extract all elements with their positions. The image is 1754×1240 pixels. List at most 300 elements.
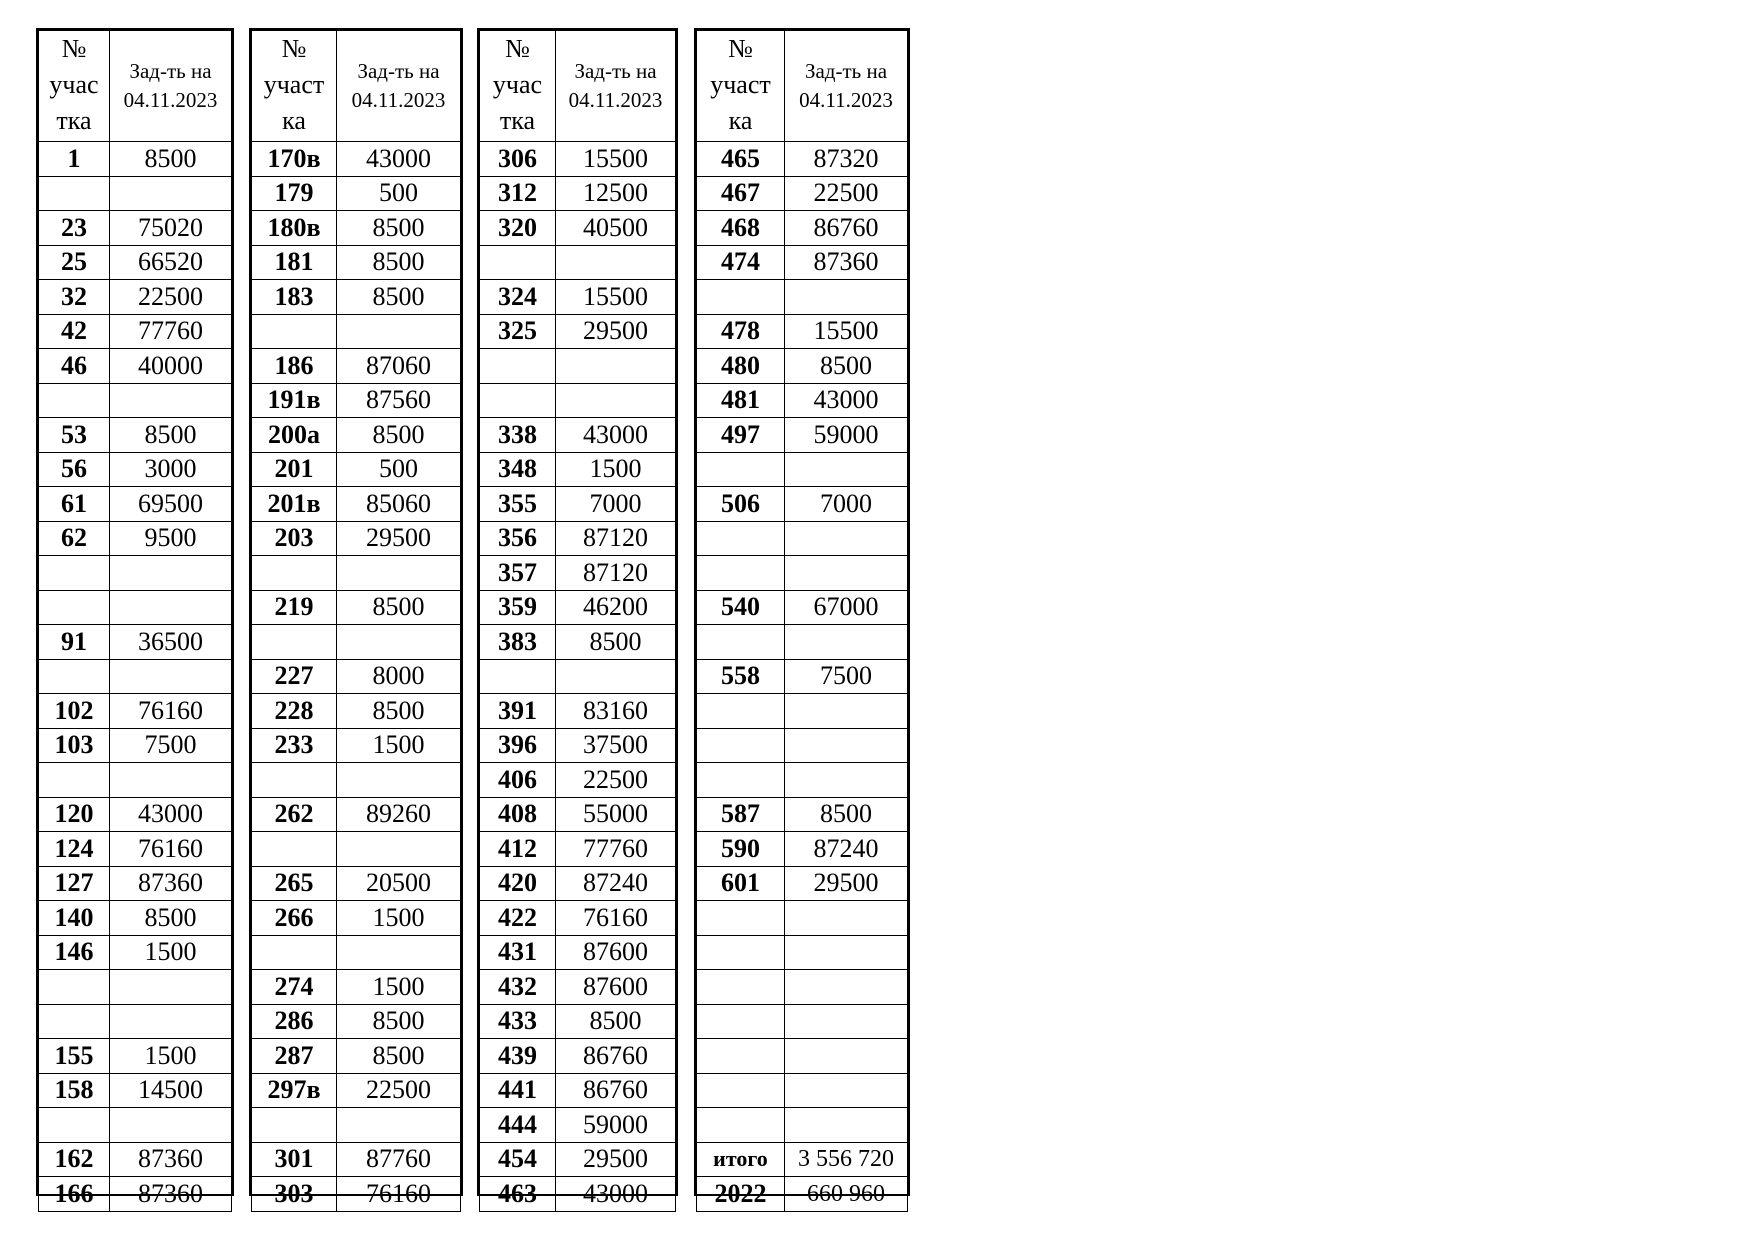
debt-amount-cell: 1500: [337, 728, 461, 763]
debt-amount-cell: 43000: [556, 1177, 676, 1212]
table-row: [697, 1004, 908, 1039]
plot-number-cell: 180в: [252, 211, 337, 246]
table-row: [697, 142, 908, 177]
table-header-row: [39, 31, 232, 142]
plot-number-cell: 420: [480, 866, 556, 901]
plot-number-cell: 158: [39, 1073, 110, 1108]
debt-amount-cell: 86760: [785, 211, 908, 246]
debt-amount-cell: 76160: [110, 832, 232, 867]
debt-amount-cell: 87360: [110, 866, 232, 901]
debt-header: Зад-ть на 04.11.2023: [785, 31, 908, 142]
plot-number-cell: 478: [697, 314, 785, 349]
table-row: [697, 556, 908, 591]
plot-number-cell: [697, 521, 785, 556]
debt-amount-cell: 87240: [556, 866, 676, 901]
table-row: [697, 659, 908, 694]
plot-number-cell: [697, 1039, 785, 1074]
debt-amount-cell: [785, 625, 908, 660]
debt-amount-cell: [785, 694, 908, 729]
debt-amount-cell: [785, 901, 908, 936]
plot-number-cell: 42: [39, 314, 110, 349]
plot-number-cell: 465: [697, 142, 785, 177]
debt-amount-cell: [110, 556, 232, 591]
plot-number-cell: [39, 659, 110, 694]
table-header-row: [252, 31, 461, 142]
table-row: [252, 625, 461, 660]
plot-number-cell: 357: [480, 556, 556, 591]
debt-amount-cell: 87320: [785, 142, 908, 177]
debt-amount-cell: [785, 1073, 908, 1108]
table-row: [480, 418, 676, 453]
table-row: [39, 487, 232, 522]
plot-number-cell: [252, 556, 337, 591]
table-row: [480, 556, 676, 591]
plot-number-cell: [252, 625, 337, 660]
table-row: [39, 1039, 232, 1074]
debt-amount-cell: 1500: [337, 901, 461, 936]
plot-number-cell: 306: [480, 142, 556, 177]
debt-amount-cell: 8500: [785, 349, 908, 384]
debt-table-4: [694, 28, 910, 1208]
plot-number-cell: 356: [480, 521, 556, 556]
table-row: [252, 970, 461, 1005]
debt-amount-cell: 67000: [785, 590, 908, 625]
table-row: [480, 383, 676, 418]
plot-number-cell: 103: [39, 728, 110, 763]
table-row: [39, 314, 232, 349]
debt-amount-cell: [337, 935, 461, 970]
table-row: [697, 1142, 908, 1177]
table-row: [252, 211, 461, 246]
plot-number-cell: 320: [480, 211, 556, 246]
plot-number-cell: [39, 590, 110, 625]
plot-number-cell: [39, 556, 110, 591]
table-row: [480, 659, 676, 694]
plot-number-cell: 120: [39, 797, 110, 832]
plot-number-cell: 558: [697, 659, 785, 694]
plot-number-cell: [697, 280, 785, 315]
debt-amount-cell: [785, 1004, 908, 1039]
plot-number-cell: 191в: [252, 383, 337, 418]
table-row: [252, 1004, 461, 1039]
table-row: [39, 694, 232, 729]
debt-amount-cell: [785, 1108, 908, 1143]
plot-number-cell: [697, 901, 785, 936]
debt-amount-cell: [110, 970, 232, 1005]
table-row: [697, 418, 908, 453]
plot-number-cell: 62: [39, 521, 110, 556]
debt-amount-cell: 59000: [785, 418, 908, 453]
debt-amount-cell: 3000: [110, 452, 232, 487]
plot-number-cell: 297в: [252, 1073, 337, 1108]
debt-amount-cell: 89260: [337, 797, 461, 832]
table-row: [252, 176, 461, 211]
debt-amount-cell: 29500: [337, 521, 461, 556]
table-row: [39, 763, 232, 798]
table-row: [697, 694, 908, 729]
plot-number-cell: итого: [697, 1142, 785, 1177]
table-row: [480, 176, 676, 211]
plot-number-cell: 127: [39, 866, 110, 901]
table-row: [697, 970, 908, 1005]
plot-number-cell: 56: [39, 452, 110, 487]
debt-amount-cell: 15500: [556, 142, 676, 177]
debt-header: Зад-ть на 04.11.2023: [337, 31, 461, 142]
plot-number-cell: 359: [480, 590, 556, 625]
table-row: [39, 280, 232, 315]
plot-number-cell: [39, 1004, 110, 1039]
debt-amount-cell: 43000: [337, 142, 461, 177]
table-row: [252, 1177, 461, 1212]
plot-number-cell: [697, 763, 785, 798]
debt-amount-cell: 8500: [337, 280, 461, 315]
plot-number-cell: 201в: [252, 487, 337, 522]
table-row: [39, 970, 232, 1005]
table-row: [480, 590, 676, 625]
table-row: [480, 763, 676, 798]
table-row: [252, 418, 461, 453]
plot-number-cell: 274: [252, 970, 337, 1005]
table-row: [480, 1039, 676, 1074]
debt-amount-cell: 8500: [110, 901, 232, 936]
table-row: [39, 176, 232, 211]
debt-amount-cell: [785, 763, 908, 798]
debt-amount-cell: [110, 763, 232, 798]
table-row: [480, 728, 676, 763]
plot-number-cell: [252, 832, 337, 867]
debt-amount-cell: 87600: [556, 970, 676, 1005]
debt-amount-cell: 8500: [337, 211, 461, 246]
debt-amount-cell: 8500: [337, 590, 461, 625]
plot-number-cell: 439: [480, 1039, 556, 1074]
table-row: [252, 901, 461, 936]
table-row: [697, 1108, 908, 1143]
plot-number-cell: 432: [480, 970, 556, 1005]
plot-number-cell: 444: [480, 1108, 556, 1143]
debt-amount-cell: 8500: [337, 245, 461, 280]
debt-amount-cell: 43000: [110, 797, 232, 832]
table-row: [697, 797, 908, 832]
plot-number-cell: 406: [480, 763, 556, 798]
table-row: [697, 728, 908, 763]
debt-header: Зад-ть на 04.11.2023: [556, 31, 676, 142]
debt-amount-cell: [556, 349, 676, 384]
debt-amount-cell: 8500: [556, 625, 676, 660]
debt-amount-cell: 12500: [556, 176, 676, 211]
debt-amount-cell: 76160: [110, 694, 232, 729]
table-row: [480, 280, 676, 315]
plot-number-cell: 463: [480, 1177, 556, 1212]
debt-amount-cell: 46200: [556, 590, 676, 625]
debt-amount-cell: 15500: [556, 280, 676, 315]
table-row: [39, 142, 232, 177]
debt-amount-cell: 9500: [110, 521, 232, 556]
plot-number-cell: [480, 245, 556, 280]
debt-amount-cell: 8500: [110, 142, 232, 177]
plot-number-cell: 61: [39, 487, 110, 522]
table-row: [697, 383, 908, 418]
table-row: [39, 1142, 232, 1177]
debt-amount-cell: 87360: [785, 245, 908, 280]
debt-amount-cell: [110, 659, 232, 694]
table-row: [252, 935, 461, 970]
table-row: [697, 280, 908, 315]
table-row: [39, 625, 232, 660]
plot-number-cell: 431: [480, 935, 556, 970]
table-row: [697, 349, 908, 384]
debt-table-3: [477, 28, 678, 1208]
debt-amount-cell: [556, 383, 676, 418]
table-row: [697, 452, 908, 487]
plot-number-cell: 266: [252, 901, 337, 936]
debt-amount-cell: [110, 590, 232, 625]
table-row: [697, 763, 908, 798]
plot-number-cell: 338: [480, 418, 556, 453]
debt-amount-cell: [110, 383, 232, 418]
table-row: [697, 901, 908, 936]
debt-amount-cell: [785, 452, 908, 487]
plot-number-cell: [697, 1004, 785, 1039]
table-row: [480, 349, 676, 384]
plot-number-cell: 91: [39, 625, 110, 660]
table-row: [252, 1073, 461, 1108]
plot-number-cell: 219: [252, 590, 337, 625]
debt-amount-cell: 85060: [337, 487, 461, 522]
plot-number-cell: 203: [252, 521, 337, 556]
table-row: [480, 452, 676, 487]
plot-number-cell: 200а: [252, 418, 337, 453]
plot-number-cell: 102: [39, 694, 110, 729]
plot-number-cell: 265: [252, 866, 337, 901]
table-row: [252, 487, 461, 522]
plot-number-cell: 396: [480, 728, 556, 763]
table-row: [480, 866, 676, 901]
debt-amount-cell: 22500: [785, 176, 908, 211]
plot-number-cell: 590: [697, 832, 785, 867]
plot-number-cell: 262: [252, 797, 337, 832]
debt-amount-cell: 87060: [337, 349, 461, 384]
plot-number-cell: [252, 314, 337, 349]
debt-amount-cell: 87360: [110, 1177, 232, 1212]
debt-amount-cell: 76160: [337, 1177, 461, 1212]
plot-number-cell: 227: [252, 659, 337, 694]
plot-number-cell: [39, 1108, 110, 1143]
table-row: [697, 176, 908, 211]
debt-amount-cell: [556, 659, 676, 694]
debt-amount-cell: 40000: [110, 349, 232, 384]
plot-number-cell: [697, 694, 785, 729]
debt-header: Зад-ть на 04.11.2023: [110, 31, 232, 142]
table-row: [252, 590, 461, 625]
debt-amount-cell: 8500: [337, 694, 461, 729]
debt-amount-cell: 7000: [785, 487, 908, 522]
plot-number-cell: 201: [252, 452, 337, 487]
debt-amount-cell: 43000: [556, 418, 676, 453]
table-row: [480, 694, 676, 729]
debt-amount-cell: 75020: [110, 211, 232, 246]
plot-number-cell: 170в: [252, 142, 337, 177]
plot-number-cell: [697, 935, 785, 970]
plot-number-cell: [697, 452, 785, 487]
debt-amount-cell: 8500: [785, 797, 908, 832]
plot-number-header: № участ ка: [697, 31, 785, 142]
plot-number-cell: [252, 935, 337, 970]
debt-amount-cell: [337, 763, 461, 798]
table-row: [697, 866, 908, 901]
debt-amount-cell: [110, 176, 232, 211]
plot-number-cell: 540: [697, 590, 785, 625]
plot-number-cell: 474: [697, 245, 785, 280]
plot-number-cell: 601: [697, 866, 785, 901]
plot-number-cell: 228: [252, 694, 337, 729]
plot-number-cell: [697, 1108, 785, 1143]
plot-number-cell: [39, 176, 110, 211]
debt-amount-cell: 77760: [110, 314, 232, 349]
table-row: [480, 1108, 676, 1143]
plot-number-cell: [697, 556, 785, 591]
debt-amount-cell: 7500: [785, 659, 908, 694]
plot-number-cell: [39, 970, 110, 1005]
debt-amount-cell: [337, 832, 461, 867]
plot-number-header: № учас тка: [39, 31, 110, 142]
table-row: [39, 211, 232, 246]
debt-amount-cell: 1500: [556, 452, 676, 487]
table-header-row: [697, 31, 908, 142]
debt-amount-cell: 1500: [110, 935, 232, 970]
plot-number-cell: 25: [39, 245, 110, 280]
table-row: [252, 763, 461, 798]
table-row: [480, 211, 676, 246]
plot-number-cell: 183: [252, 280, 337, 315]
debt-amount-cell: 40500: [556, 211, 676, 246]
debt-amount-cell: 8000: [337, 659, 461, 694]
plot-number-cell: [697, 625, 785, 660]
debt-amount-cell: [337, 625, 461, 660]
table-row: [480, 901, 676, 936]
table-row: [480, 832, 676, 867]
plot-number-cell: 312: [480, 176, 556, 211]
plot-number-cell: 324: [480, 280, 556, 315]
table-row: [39, 1004, 232, 1039]
table-row: [39, 797, 232, 832]
table-row: [697, 1177, 908, 1212]
table-row: [39, 1177, 232, 1212]
debt-amount-cell: [785, 728, 908, 763]
debt-amount-cell: 8500: [337, 1039, 461, 1074]
debt-amount-cell: 43000: [785, 383, 908, 418]
table-row: [697, 1073, 908, 1108]
table-row: [39, 452, 232, 487]
debt-amount-cell: 22500: [110, 280, 232, 315]
table-row: [252, 556, 461, 591]
table-row: [480, 1177, 676, 1212]
table-row: [252, 659, 461, 694]
table-row: [39, 521, 232, 556]
debt-amount-cell: 87240: [785, 832, 908, 867]
debt-amount-cell: 20500: [337, 866, 461, 901]
table-row: [252, 383, 461, 418]
table-row: [480, 142, 676, 177]
debt-table-2: [249, 28, 463, 1208]
table-row: [697, 487, 908, 522]
debt-amount-cell: 1500: [110, 1039, 232, 1074]
plot-number-cell: 166: [39, 1177, 110, 1212]
plot-number-cell: 186: [252, 349, 337, 384]
plot-number-cell: 303: [252, 1177, 337, 1212]
debt-amount-cell: 59000: [556, 1108, 676, 1143]
debt-amount-cell: 83160: [556, 694, 676, 729]
plot-number-cell: 441: [480, 1073, 556, 1108]
plot-number-cell: 155: [39, 1039, 110, 1074]
plot-number-cell: 391: [480, 694, 556, 729]
debt-amount-cell: 87120: [556, 521, 676, 556]
table-header-row: [480, 31, 676, 142]
plot-number-cell: 480: [697, 349, 785, 384]
debt-amount-cell: 87760: [337, 1142, 461, 1177]
debt-amount-cell: 22500: [556, 763, 676, 798]
debt-amount-cell: 37500: [556, 728, 676, 763]
table-row: [252, 797, 461, 832]
plot-number-cell: 481: [697, 383, 785, 418]
debt-amount-cell: 87560: [337, 383, 461, 418]
debt-amount-cell: 29500: [785, 866, 908, 901]
table-row: [252, 694, 461, 729]
plot-number-cell: 1: [39, 142, 110, 177]
table-row: [480, 1073, 676, 1108]
plot-number-cell: 408: [480, 797, 556, 832]
debt-amount-cell: 36500: [110, 625, 232, 660]
plot-number-cell: 233: [252, 728, 337, 763]
debt-amount-cell: [785, 556, 908, 591]
table-row: [697, 314, 908, 349]
table-row: [39, 659, 232, 694]
debt-amount-cell: [785, 1039, 908, 1074]
debt-amount-cell: 15500: [785, 314, 908, 349]
debt-amount-cell: [556, 245, 676, 280]
table-row: [480, 245, 676, 280]
table-row: [39, 1073, 232, 1108]
table-row: [480, 625, 676, 660]
debt-amount-cell: 8500: [337, 1004, 461, 1039]
debt-amount-cell: 55000: [556, 797, 676, 832]
table-row: [39, 245, 232, 280]
debt-amount-cell: 660 960: [785, 1177, 908, 1212]
plot-number-cell: 2022: [697, 1177, 785, 1212]
debt-amount-cell: 14500: [110, 1073, 232, 1108]
plot-number-header: № участ ка: [252, 31, 337, 142]
table-row: [252, 832, 461, 867]
plot-number-cell: 301: [252, 1142, 337, 1177]
plot-number-cell: 286: [252, 1004, 337, 1039]
table-row: [252, 314, 461, 349]
table-row: [252, 142, 461, 177]
table-row: [39, 349, 232, 384]
plot-number-cell: 140: [39, 901, 110, 936]
plot-number-header: № учас тка: [480, 31, 556, 142]
table-row: [39, 901, 232, 936]
debt-amount-cell: 1500: [337, 970, 461, 1005]
plot-number-cell: 497: [697, 418, 785, 453]
plot-number-cell: [252, 763, 337, 798]
table-row: [252, 866, 461, 901]
debt-amount-cell: [110, 1108, 232, 1143]
debt-amount-cell: [337, 314, 461, 349]
debt-amount-cell: 66520: [110, 245, 232, 280]
table-row: [480, 1004, 676, 1039]
debt-amount-cell: 86760: [556, 1073, 676, 1108]
plot-number-cell: 23: [39, 211, 110, 246]
table-row: [252, 1039, 461, 1074]
